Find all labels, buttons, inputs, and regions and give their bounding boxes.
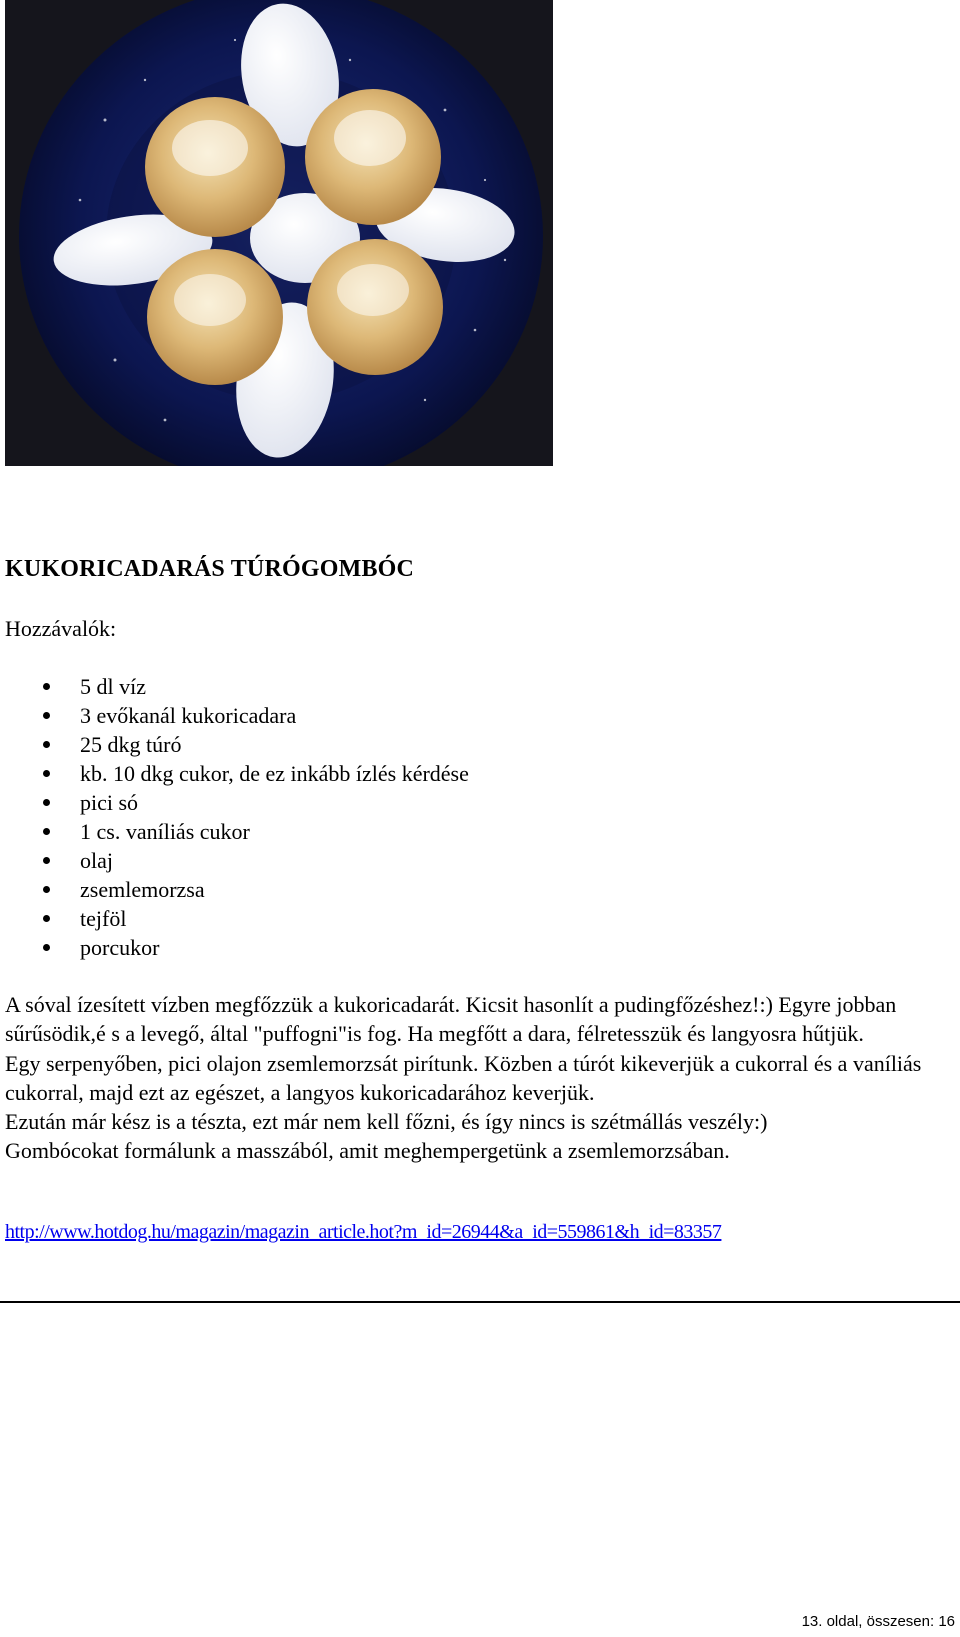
bullet-icon	[43, 857, 50, 864]
method-paragraph: Gombócokat formálunk a masszából, amit meghempergetünk a zsemlemorzsában.	[5, 1138, 730, 1164]
list-item: 25 dkg túró	[0, 730, 469, 759]
bullet-icon	[43, 770, 50, 777]
method-paragraph: Ezután már kész is a tészta, ezt már nem kell főzni, és így nincs is szétmállás veszély:)	[5, 1109, 768, 1135]
list-item: pici só	[0, 788, 469, 817]
bullet-icon	[43, 741, 50, 748]
method-paragraph: Egy serpenyőben, pici olajon zsemlemorzsát pirítunk. Közben a túrót kikeverjük a cukorral és a vaníliás cukorral, majd ezt az egészet, a langyos kukoricadarához keverjük.	[5, 1050, 922, 1105]
list-item: porcukor	[0, 933, 469, 962]
method-paragraph: A sóval ízesített vízben megfőzzük a kukoricadarát. Kicsit hasonlít a pudingfőzéshez!:) Egyre jobban sűrűsödik,é s a levegő, által "puffogni"is fog. Ha megfőtt a dara, félretesszük és langyosra hűtjük.	[5, 992, 897, 1047]
recipe-title: KUKORICADARÁS TÚRÓGOMBÓC	[5, 556, 415, 582]
dumplings-image	[5, 0, 553, 466]
page-number: 13. oldal, összesen: 16	[801, 1613, 955, 1630]
bullet-icon	[43, 915, 50, 922]
list-item: tejföl	[0, 904, 469, 933]
method-text	[5, 990, 955, 1166]
list-item: 5 dl víz	[0, 672, 469, 701]
bullet-icon	[43, 683, 50, 690]
bullet-icon	[43, 712, 50, 719]
recipe-photo	[5, 0, 553, 466]
bullet-icon	[43, 828, 50, 835]
list-item: olaj	[0, 846, 469, 875]
list-item: zsemlemorzsa	[0, 875, 469, 904]
bullet-icon	[43, 944, 50, 951]
list-item: 1 cs. vaníliás cukor	[0, 817, 469, 846]
bullet-icon	[43, 799, 50, 806]
source-link[interactable]: http://www.hotdog.hu/magazin/magazin_article.hot?m_id=26944&a_id=559861&h_id=83357	[5, 1221, 722, 1243]
bullet-icon	[43, 886, 50, 893]
ingredients-heading: Hozzávalók:	[5, 616, 117, 641]
ingredients-list	[0, 672, 469, 962]
list-item: 3 evőkanál kukoricadara	[0, 701, 469, 730]
horizontal-rule	[0, 1301, 960, 1303]
list-item: kb. 10 dkg cukor, de ez inkább ízlés kérdése	[0, 759, 469, 788]
